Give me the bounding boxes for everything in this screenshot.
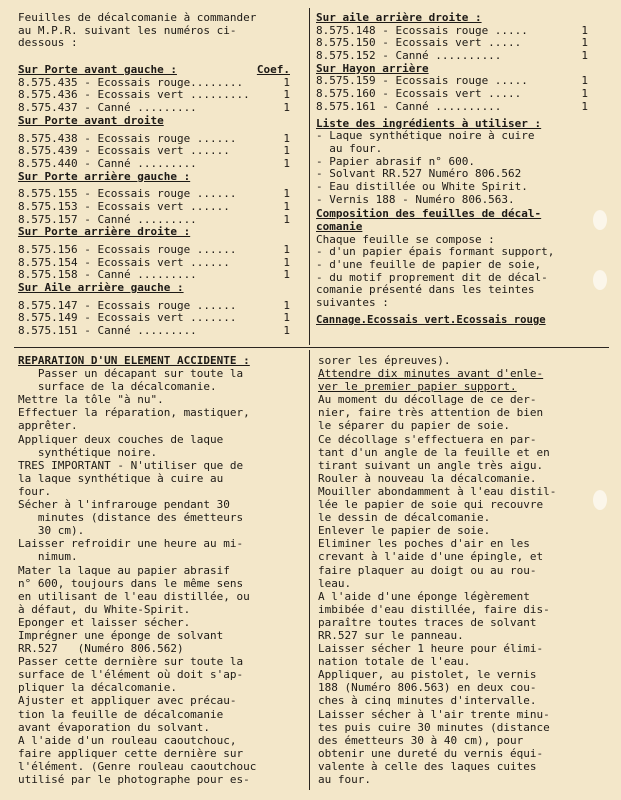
repair-line: obtenir une dureté du vernis équi- xyxy=(318,746,544,760)
item-qty: 1 xyxy=(283,324,290,338)
repair-column-right xyxy=(318,354,596,786)
item-code: 8.575.437 - Canné ......... xyxy=(18,101,197,115)
left-top-column xyxy=(18,12,290,338)
repair-line: Laisser sécher 1 heure pour élimi- xyxy=(318,642,544,656)
item-code: 8.575.155 - Ecossais rouge ...... xyxy=(18,187,237,201)
composition-line: - du motif proprement dit de décal- xyxy=(316,271,548,284)
section-title: Sur Porte arrière droite : xyxy=(18,226,191,239)
repair-line: Passer cette dernière sur toute la xyxy=(18,655,244,669)
repair-line: le dessin de décalcomanie. xyxy=(318,511,491,525)
binder-hole xyxy=(593,210,607,230)
repair-line: leau. xyxy=(318,576,352,590)
repair-line: Laisser refroidir une heure au mi- xyxy=(18,537,244,551)
item-code: 8.575.158 - Canné ......... xyxy=(18,268,197,282)
repair-line: Mater la laque au papier abrasif xyxy=(18,563,230,577)
item-qty: 1 xyxy=(581,36,588,50)
item-qty: 1 xyxy=(581,87,588,101)
repair-line: tant d'un angle de la feuille et en xyxy=(318,445,550,459)
repair-line: imbibée d'eau distillée, faire dis- xyxy=(318,602,550,616)
intro-line: Feuilles de décalcomanie à commander xyxy=(18,12,257,24)
repair-column-left xyxy=(18,354,304,786)
repair-line: synthétique noire. xyxy=(18,445,158,459)
repair-line: ver le premier papier support. xyxy=(318,380,517,394)
repair-line: Laisser sécher à l'air trente minu- xyxy=(318,707,550,721)
section-title: Sur Hayon arrière xyxy=(316,62,429,75)
repair-line: utilisé par le photographe pour es- xyxy=(18,773,250,786)
coef-label: Coef. xyxy=(256,63,290,77)
repair-line: lée le papier de soie qui recouvre xyxy=(318,498,544,512)
composition-title: Composition des feuilles de décal- xyxy=(316,208,542,221)
intro-line: au M.P.R. suivant les numéros ci- xyxy=(18,24,237,37)
composition-line: comanie présenté dans les teintes xyxy=(316,284,535,297)
item-row xyxy=(18,244,290,257)
binder-hole xyxy=(593,270,607,290)
repair-line: nier, faire très attention de bien xyxy=(318,406,544,420)
repair-line: TRES IMPORTANT - N'utiliser que de xyxy=(18,458,244,472)
repair-line: l'élément. (Genre rouleau caoutchouc xyxy=(18,759,257,773)
repair-line: Appliquer deux couches de laque xyxy=(18,432,224,446)
repair-line: tirant suivant un angle très aigu. xyxy=(318,458,544,472)
item-row xyxy=(18,158,290,171)
repair-line: Appliquer, au pistolet, le vernis xyxy=(318,668,537,682)
item-code: 8.575.150 - Ecossais vert ..... xyxy=(316,36,522,50)
repair-line: 188 (Numéro 806.563) en deux cou- xyxy=(318,681,537,695)
composition-line: - d'un papier épais formant support, xyxy=(316,246,555,259)
repair-line: faire appliquer cette dernière sur xyxy=(18,746,244,760)
repair-line: tes puis cuire 30 minutes (distance xyxy=(318,720,550,734)
item-code: 8.575.160 - Ecossais vert ..... xyxy=(316,87,522,101)
repair-line: surface de la décalcomanie. xyxy=(18,380,217,394)
repair-line: crevant à l'aide d'une épingle, et xyxy=(318,550,544,564)
section-title: Sur aile arrière droite : xyxy=(316,12,482,24)
repair-line: A l'aide d'une éponge légèrement xyxy=(318,589,530,603)
item-code: 8.575.440 - Canné ......... xyxy=(18,156,197,170)
repair-line: A l'aide d'un rouleau caoutchouc, xyxy=(18,733,237,747)
ingredient-line: au four. xyxy=(316,142,383,155)
column-divider xyxy=(309,350,310,790)
composition-title: comanie xyxy=(316,221,363,233)
repair-line: ches à cinq minutes d'intervalle. xyxy=(318,694,537,708)
repair-line: Ce décollage s'effectuera en par- xyxy=(318,432,537,446)
repair-line: surface de l'élément où doit s'ap- xyxy=(18,668,244,682)
item-code: 8.575.439 - Ecossais vert ...... xyxy=(18,144,230,158)
item-qty: 1 xyxy=(283,156,290,170)
item-qty: 1 xyxy=(581,99,588,113)
repair-line: Au moment du décollage de ce der- xyxy=(318,393,537,407)
item-qty: 1 xyxy=(283,243,290,256)
item-qty: 1 xyxy=(283,268,290,282)
right-top-column xyxy=(316,12,588,327)
composition-line: Chaque feuille se compose : xyxy=(316,233,495,246)
repair-line: paraître toutes traces de solvant xyxy=(318,615,537,629)
ingredient-line: - Solvant RR.527 Numéro 806.562 xyxy=(316,168,522,181)
section-header xyxy=(18,64,290,77)
item-qty: 1 xyxy=(283,75,290,89)
ingredient-line: - Laque synthétique noire à cuire xyxy=(316,130,535,143)
item-code: 8.575.149 - Ecossais vert ....... xyxy=(18,311,237,325)
repair-line: minutes (distance des émetteurs xyxy=(18,511,244,525)
repair-line: nation totale de l'eau. xyxy=(318,655,471,669)
section-divider xyxy=(14,347,609,348)
item-qty: 1 xyxy=(581,23,588,37)
repair-line: apprêter. xyxy=(18,419,78,433)
item-code: 8.575.161 - Canné .......... xyxy=(316,99,502,113)
item-code: 8.575.159 - Ecossais rouge ..... xyxy=(316,74,528,88)
repair-line: Mouiller abondamment à l'eau distil- xyxy=(318,484,557,498)
repair-line: au four. xyxy=(318,773,371,786)
repair-line: Effectuer la réparation, mastiquer, xyxy=(18,406,250,420)
repair-line: Ajuster et appliquer avec précau- xyxy=(18,694,237,708)
ingredient-line: - Vernis 188 - Numéro 806.563. xyxy=(316,193,515,206)
item-code: 8.575.436 - Ecossais vert ......... xyxy=(18,88,250,102)
repair-line: Passer un décapant sur toute la xyxy=(18,367,244,381)
repair-line: tion la feuille de décalcomanie xyxy=(18,707,224,721)
item-qty: 1 xyxy=(283,212,290,226)
repair-line: sorer les épreuves). xyxy=(318,354,451,367)
item-qty: 1 xyxy=(283,131,290,145)
item-row xyxy=(18,214,290,227)
item-row xyxy=(316,101,588,114)
repair-line: Sécher à l'infrarouge pendant 30 xyxy=(18,498,230,512)
item-code: 8.575.153 - Ecossais vert ...... xyxy=(18,199,230,213)
repair-line: RR.527 (Numéro 806.562) xyxy=(18,642,184,656)
repair-line: avant évaporation du solvant. xyxy=(18,720,211,734)
section-title: Sur Porte arrière gauche : xyxy=(18,170,191,183)
item-code: 8.575.435 - Ecossais rouge........ xyxy=(18,75,244,89)
repair-title: REPARATION D'UN ELEMENT ACCIDENTE : xyxy=(18,354,250,367)
section-title: Sur Porte avant gauche : xyxy=(18,63,177,77)
repair-line: Eponger et laisser sécher. xyxy=(18,615,191,629)
section-title: Sur Aile arrière gauche : xyxy=(18,282,184,295)
item-qty: 1 xyxy=(283,187,290,201)
repair-line: la laque synthétique à cuire au xyxy=(18,471,224,485)
item-qty: 1 xyxy=(283,298,290,312)
binder-hole xyxy=(593,490,607,510)
item-row xyxy=(18,325,290,338)
repair-line: four. xyxy=(18,484,52,498)
repair-line: Eliminer les poches d'air en les xyxy=(318,537,530,551)
item-row xyxy=(316,88,588,101)
item-qty: 1 xyxy=(283,255,290,269)
colors-line: Cannage.Ecossais vert.Ecossais rouge xyxy=(316,313,546,326)
repair-line: à défaut, du White-Spirit. xyxy=(18,602,191,616)
item-qty: 1 xyxy=(581,49,588,63)
repair-line: nimum. xyxy=(18,550,78,564)
ingredient-line: - Papier abrasif n° 600. xyxy=(316,155,475,168)
ingredient-line: - Eau distillée ou White Spirit. xyxy=(316,180,528,193)
item-code: 8.575.157 - Canné ......... xyxy=(18,212,197,226)
item-row xyxy=(18,201,290,214)
item-row xyxy=(18,102,290,115)
repair-line: 30 cm). xyxy=(18,524,85,538)
repair-line: Imprégner une éponge de solvant xyxy=(18,628,224,642)
repair-line: en utilisant de l'eau distillée, ou xyxy=(18,589,250,603)
item-qty: 1 xyxy=(283,311,290,325)
repair-line: n° 600, toujours dans le même sens xyxy=(18,576,244,590)
section-title: Sur Porte avant droite xyxy=(18,114,164,127)
ingredients-title: Liste des ingrédients à utiliser : xyxy=(316,117,542,130)
composition-line: - d'une feuille de papier de soie, xyxy=(316,259,542,272)
repair-line: valente à celle des laques cuites xyxy=(318,759,537,773)
item-code: 8.575.151 - Canné ......... xyxy=(18,324,197,338)
item-code: 8.575.152 - Canné .......... xyxy=(316,49,502,63)
repair-line: le séparer du papier de soie. xyxy=(318,419,511,433)
item-qty: 1 xyxy=(283,199,290,213)
item-code: 8.575.148 - Ecossais rouge ..... xyxy=(316,23,528,37)
item-row xyxy=(18,145,290,158)
item-code: 8.575.147 - Ecossais rouge ...... xyxy=(18,298,237,312)
item-qty: 1 xyxy=(283,101,290,115)
repair-line: Enlever le papier de soie. xyxy=(318,524,491,538)
repair-line: des émetteurs 30 à 40 cm), pour xyxy=(318,733,524,747)
item-qty: 1 xyxy=(283,144,290,158)
item-qty: 1 xyxy=(283,88,290,102)
item-row xyxy=(18,269,290,282)
item-code: 8.575.156 - Ecossais rouge ...... xyxy=(18,243,237,256)
repair-line: RR.527 sur le panneau. xyxy=(318,628,464,642)
item-row xyxy=(316,50,588,63)
repair-line: Attendre dix minutes avant d'enle- xyxy=(318,367,544,381)
repair-line: Mettre la tôle "à nu". xyxy=(18,393,164,407)
repair-line: Rouler à nouveau la décalcomanie. xyxy=(318,471,537,485)
repair-line: pliquer la décalcomanie. xyxy=(18,681,177,695)
composition-line: suivantes : xyxy=(316,297,389,310)
item-code: 8.575.154 - Ecossais vert ...... xyxy=(18,255,230,269)
item-qty: 1 xyxy=(581,74,588,88)
intro-line: dessous : xyxy=(18,37,78,50)
item-code: 8.575.438 - Ecossais rouge ...... xyxy=(18,131,237,145)
column-divider xyxy=(309,8,310,345)
repair-line: faire plaquer au doigt ou au rou- xyxy=(318,563,537,577)
